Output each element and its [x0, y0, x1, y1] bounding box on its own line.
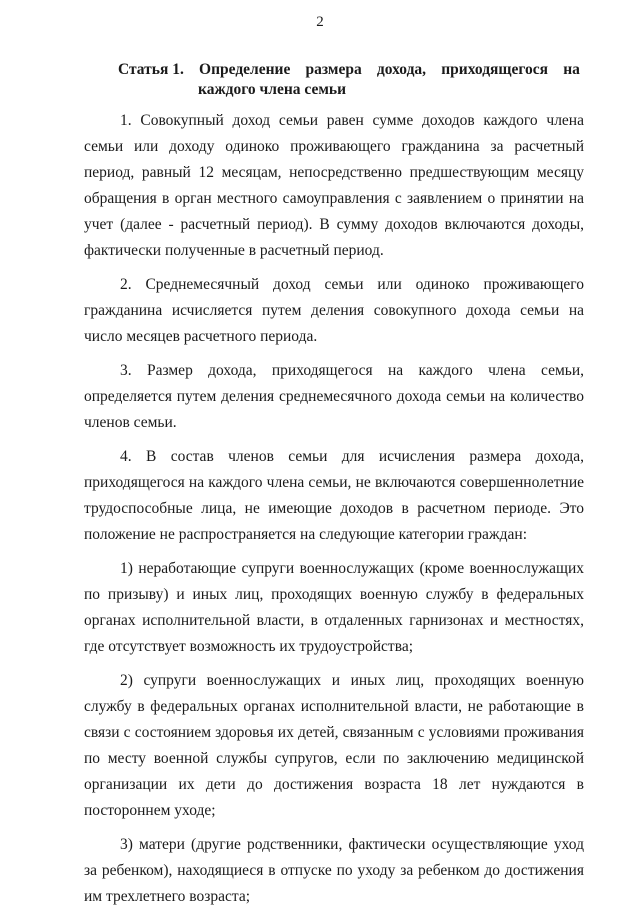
list-item-2: 2) супруги военнослужащих и иных лиц, проходящих военную службу в федеральных органах исполнительной власти, не работающие в связи с состоянием здоровья их детей, связанным с условиями проживания по месту военной службы супругов, если по заключению медицинской организации их дети до достижения возраста 18 лет нуждаются в постороннем уходе;	[84, 672, 584, 819]
page-number: 2	[316, 14, 324, 30]
article-heading	[118, 60, 580, 100]
heading-word: на	[563, 61, 580, 78]
article-number: Статья 1.	[118, 61, 184, 78]
article-heading-line-1	[118, 60, 580, 80]
paragraph-3: 3. Размер дохода, приходящегося на каждого члена семьи, определяется путем деления среднемесячного дохода семьи на количество членов семьи.	[84, 362, 584, 431]
paragraph-1: 1. Совокупный доход семьи равен сумме доходов каждого члена семьи или доходу одиноко проживающего гражданина за расчетный период, равный 12 месяцам, непосредственно предшествующим месяцу обращения в орган местного самоуправления с заявлением о принятии на учет (далее - расчетный период). В сумму доходов включаются доходы, фактически полученные в расчетный период.	[84, 112, 584, 259]
paragraph-2: 2. Среднемесячный доход семьи или одиноко проживающего гражданина исчисляется путем деления совокупного дохода семьи на число месяцев расчетного периода.	[84, 276, 584, 345]
article-heading-line-2: каждого члена семьи	[198, 81, 347, 98]
list-item-1: 1) неработающие супруги военнослужащих (кроме военнослужащих по призыву) и иных лиц, проходящих военную службу в федеральных органах исполнительной власти, в отдаленных гарнизонах и местностях, где отсутствует возможность их трудоустройства;	[84, 560, 584, 655]
heading-word: размера	[305, 61, 362, 78]
heading-word: дохода,	[376, 61, 427, 78]
paragraph-4: 4. В состав членов семьи для исчисления размера дохода, приходящегося на каждого члена семьи, не включаются совершеннолетние трудоспособные лица, не имеющие доходов в расчетном периоде. Это положение не распространяется на следующие категории граждан:	[84, 448, 584, 543]
article-body	[84, 108, 584, 918]
heading-word: Определение	[199, 61, 291, 78]
list-item-3: 3) матери (другие родственники, фактически осуществляющие уход за ребенком), находящиеся в отпуске по уходу за ребенком до достижения им трехлетнего возраста;	[84, 836, 584, 905]
heading-word: приходящегося	[441, 61, 549, 78]
